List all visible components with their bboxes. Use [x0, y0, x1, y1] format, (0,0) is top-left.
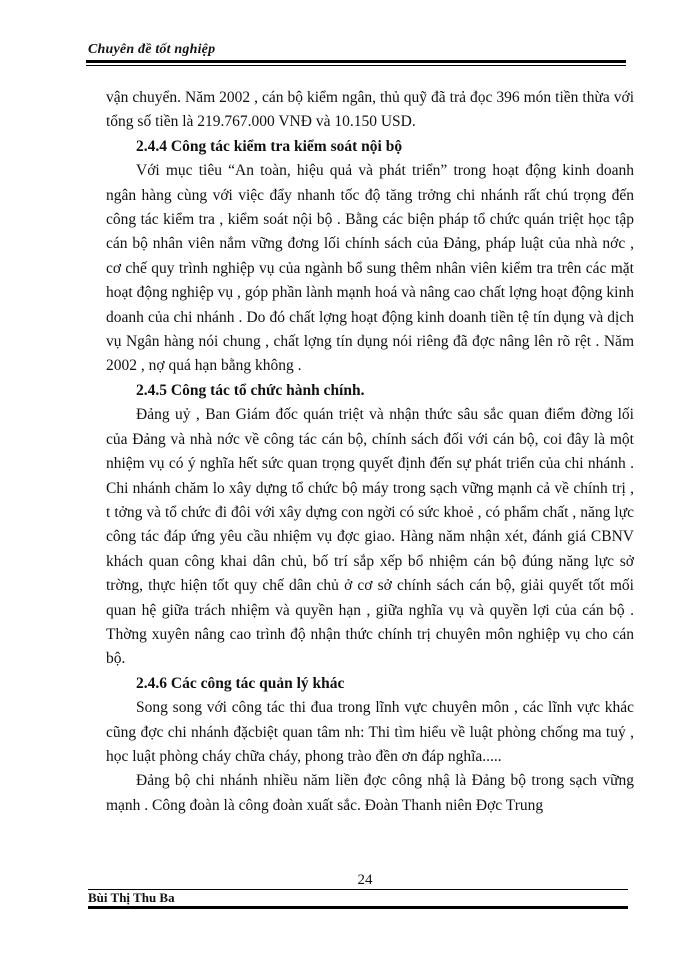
running-header: Chuyên đề tốt nghiệp: [88, 42, 216, 57]
heading-2-4-5: 2.4.5 Công tác tổ chức hành chính.: [136, 381, 365, 399]
paragraph-continuation: vận chuyển. Năm 2002 , cán bộ kiểm ngân, thủ quỹ đã trả đọc 396 món tiền thừa với tổng số tiền là 219.767.000 VNĐ và 10.150 USD.: [106, 89, 634, 131]
paragraph-administration: Đảng uỷ , Ban Giám đốc quán triệt và nhận thức sâu sắc quan điểm đờng lối của Đảng và nhà nớc về công tác cán bộ, chính sách đối với cán bộ, coi đây là một nhiệm vụ có ý nghĩa hết sức quan trọng quyết định đến sự phát triển của chi nhánh . Chi nhánh chăm lo xây dựng tổ chức bộ máy trong sạch vững mạnh cả về chính trị , t tởng và tổ chức đi đôi với xây dựng con ngời có sức khoẻ , có phẩm chất , năng lực công tác đáp ứng yêu cầu nhiệm vụ đợc giao. Hàng năm nhận xét, đánh giá CBNV khách quan công khai dân chủ, bố trí sắp xếp bổ nhiệm cán bộ đúng năng lực sở trờng, thực hiện tốt quy chế dân chủ ở cơ sở chính sách cán bộ, giải quyết tốt mối quan hệ giữa trách nhiệm và quyền hạn , giữa nghĩa vụ và quyền lợi của cán bộ . Thờng xuyên nâng cao trình độ nhận thức chính trị chuyên môn nghiệp vụ cho cán bộ.: [106, 406, 634, 668]
header-rule-thick: [86, 60, 626, 63]
paragraph-party-committee: Đảng bộ chi nhánh nhiều năm liền đợc công nhậ là Đảng bộ trong sạch vững mạnh . Công đoàn là công đoàn xuất sắc. Đoàn Thanh niên Đợc Trung: [106, 772, 634, 814]
heading-2-4-4: 2.4.4 Công tác kiểm tra kiểm soát nội bộ: [136, 137, 403, 155]
paragraph-other-management: Song song với công tác thi đua trong lĩnh vực chuyên môn , các lĩnh vực khác cũng đợc chi nhánh đặcbiệt quan tâm nh: Thi tìm hiểu về luật phòng chống ma tuý , học luật phòng cháy chữa cháy, phong trào đền ơn đáp nghĩa.....: [106, 699, 634, 765]
page-number: 24: [357, 872, 373, 888]
body-text: [106, 86, 634, 818]
heading-2-4-6: 2.4.6 Các công tác quản lý khác: [136, 674, 345, 692]
footer-rule-thick: [88, 906, 628, 909]
paragraph-internal-control: Với mục tiêu “An toàn, hiệu quả và phát triển” trong hoạt động kinh doanh ngân hàng cùng với việc đẩy nhanh tốc độ tăng trởng chi nhánh rất chú trọng đến công tác kiểm tra , kiểm soát nội bộ . Bằng các biện pháp tổ chức quán triệt học tập cán bộ nhân viên nắm vững đơng lối chính sách của Đảng, pháp luật của nhà nớc , cơ chế quy trình nghiệp vụ của ngành bổ sung thêm nhân viên kiểm tra trên các mặt hoạt động nghiệp vụ , góp phần lành mạnh hoá và nâng cao chất lợng hoạt động kinh doanh của chi nhánh . Do đó chất lợng hoạt động kinh doanh tiền tệ tín dụng và dịch vụ Ngân hàng nói chung , chất lợng tín dụng nói riêng đã đợc nâng lên rõ rệt . Năm 2002 , nợ quá hạn bằng không .: [106, 162, 634, 375]
footer-author: Bùi Thị Thu Ba: [88, 890, 175, 905]
header-rule-thin: [86, 65, 626, 66]
